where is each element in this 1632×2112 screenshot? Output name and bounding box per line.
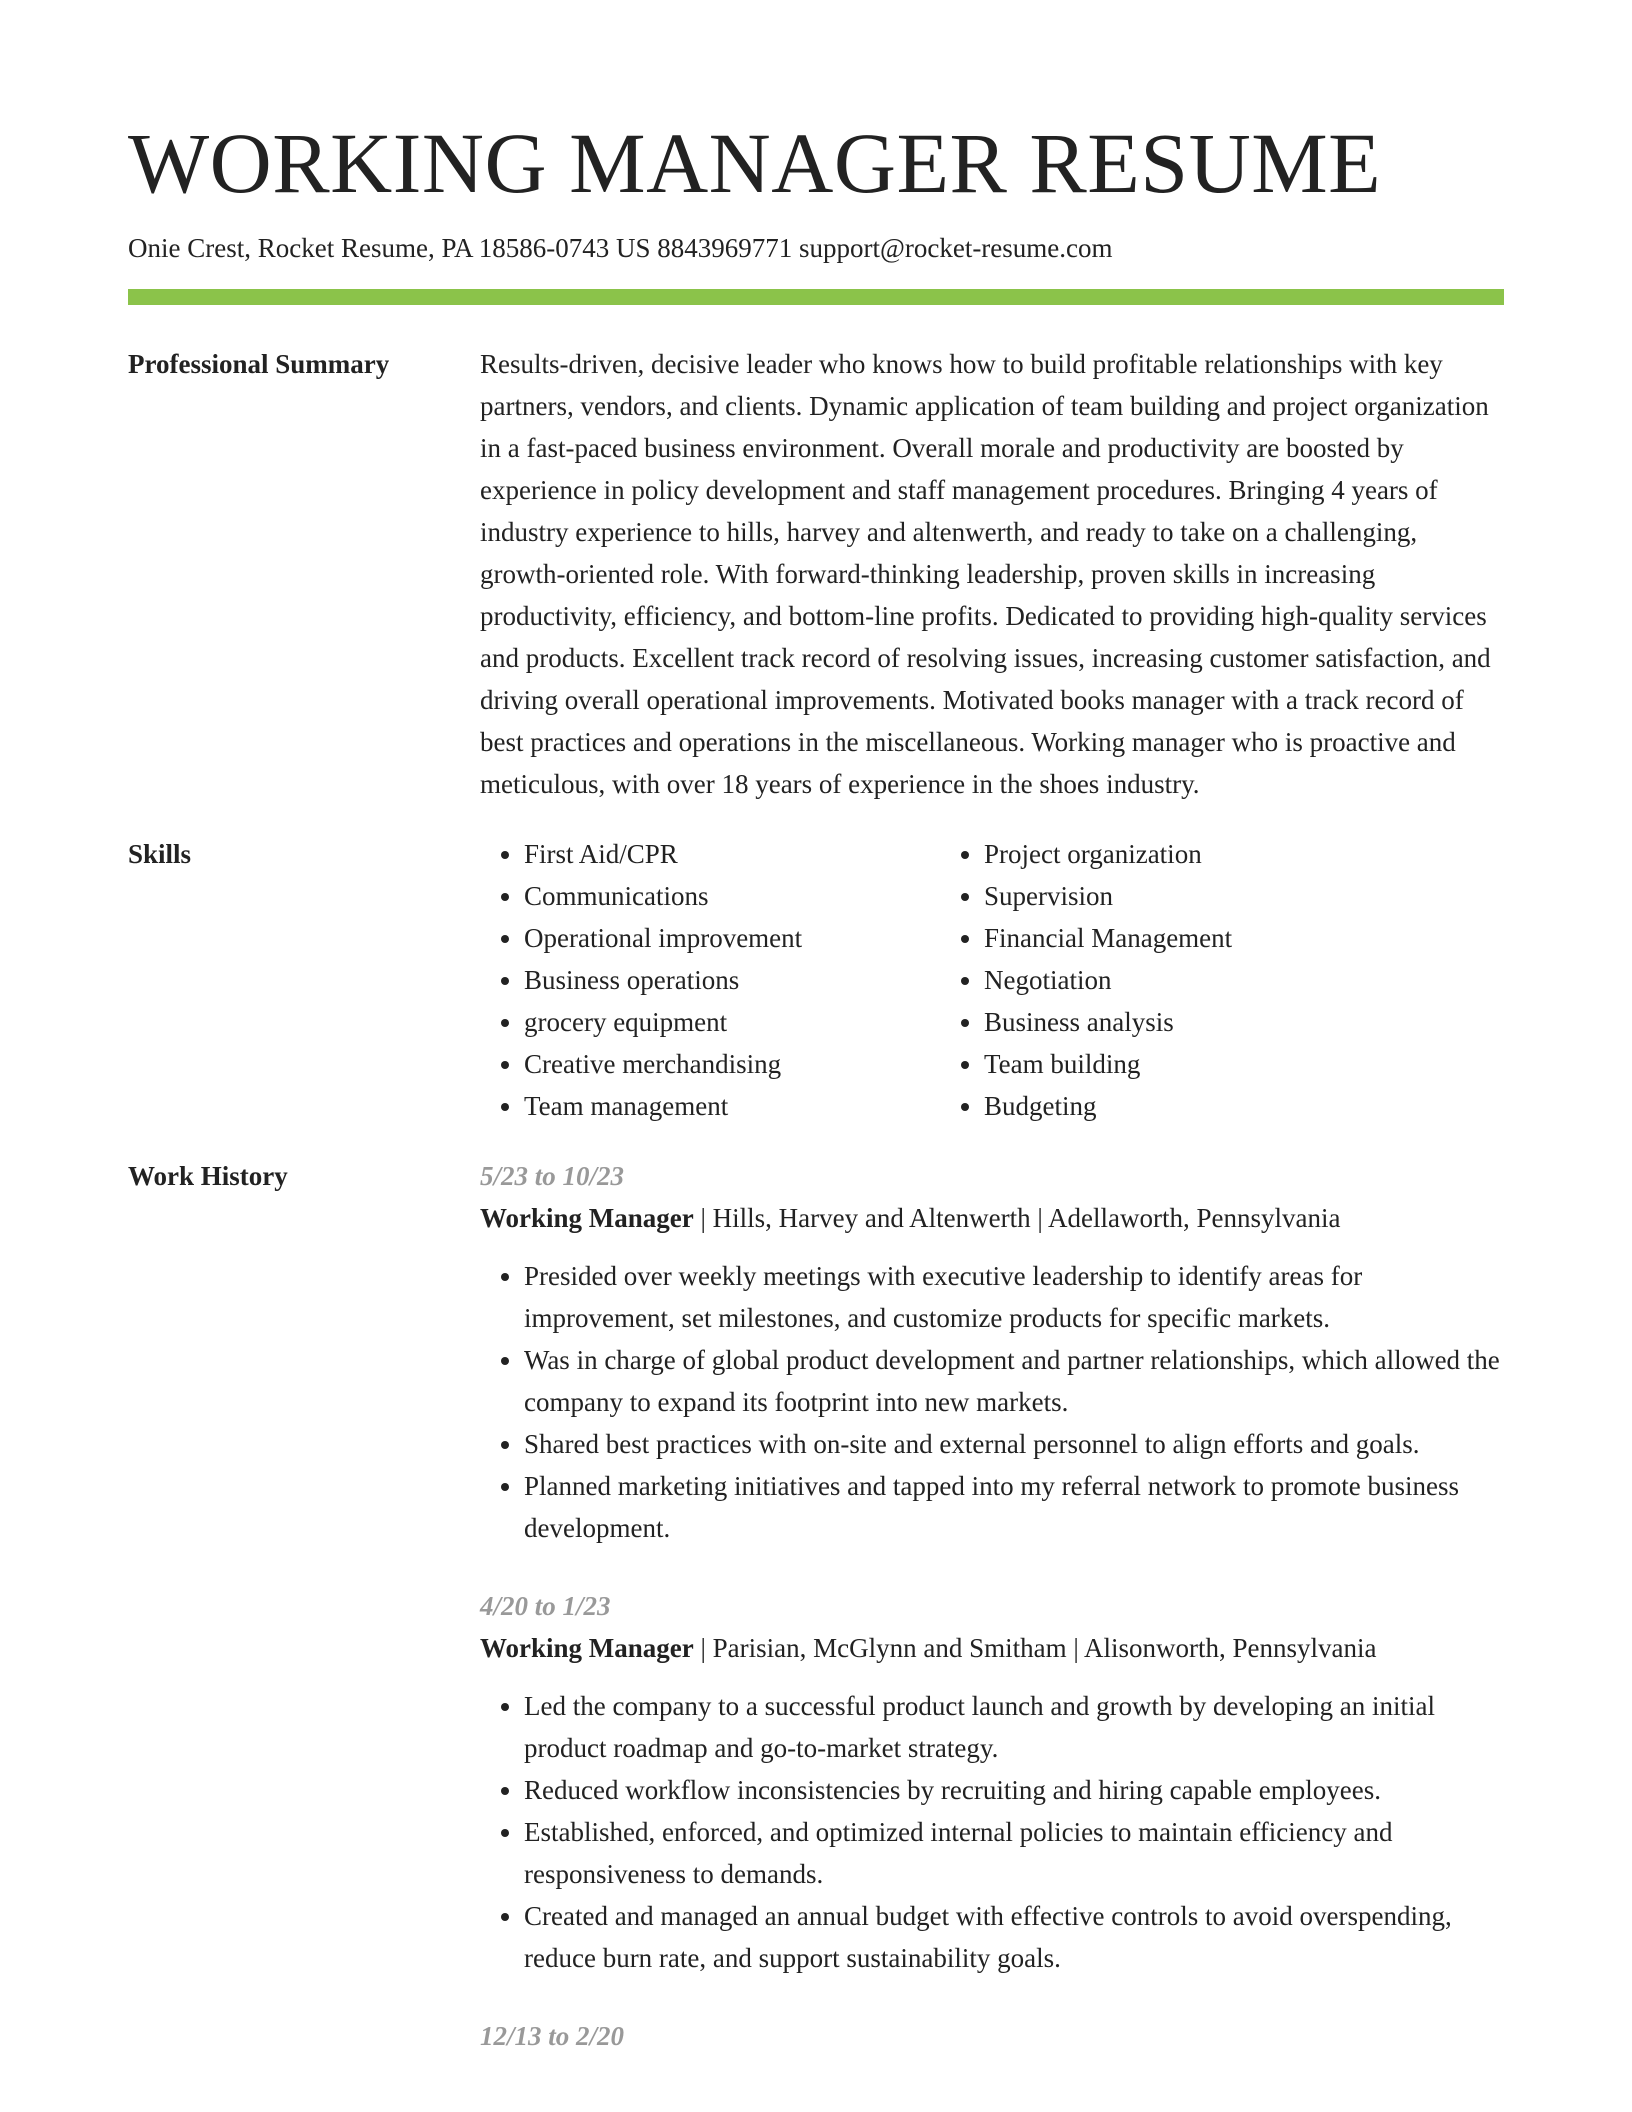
section-label-work-history: Work History [128, 1161, 288, 1192]
skill-item: • Supervision [984, 875, 1400, 917]
skill-item: • Budgeting [984, 1085, 1400, 1127]
work-history-body [480, 1155, 1504, 2093]
job-title: Working Manager [480, 1633, 694, 1664]
job-bullet: • Created and managed an annual budget with effective controls to avoid overspending, reduce burn rate, and support sustainability goals. [524, 1895, 1504, 1979]
skill-item: • grocery equipment [524, 1001, 940, 1043]
section-label-summary: Professional Summary [128, 349, 390, 380]
job-entry [480, 2015, 1504, 2057]
skill-item: • Negotiation [984, 959, 1400, 1001]
job-dates: 4/20 to 1/23 [480, 1591, 611, 1622]
job-bullets [480, 1255, 1504, 1549]
skills-column-right [940, 833, 1400, 1127]
skills-body [480, 833, 1504, 1127]
accent-divider [128, 289, 1504, 305]
contact-line: Onie Crest, Rocket Resume, PA 18586-0743 US 8843969771 support@rocket-resume.com [128, 233, 1113, 263]
job-title-line [480, 1197, 1504, 1239]
job-details: | Parisian, McGlynn and Smitham | Alisonworth, Pennsylvania [693, 1633, 1377, 1664]
job-bullet: • Established, enforced, and optimized internal policies to maintain efficiency and responsiveness to demands. [524, 1811, 1504, 1895]
job-bullets [480, 1685, 1504, 1979]
skill-item: • Creative merchandising [524, 1043, 940, 1085]
section-label-skills: Skills [128, 839, 192, 870]
work-history-section [128, 1155, 1504, 2093]
summary-section [128, 343, 1504, 805]
job-bullet: • Shared best practices with on-site and external personnel to align efforts and goals. [524, 1423, 1504, 1465]
job-entry [480, 1585, 1504, 1979]
skill-item: • Business analysis [984, 1001, 1400, 1043]
skill-item: • First Aid/CPR [524, 833, 940, 875]
job-dates: 5/23 to 10/23 [480, 1161, 625, 1192]
skill-item: • Financial Management [984, 917, 1400, 959]
job-entry [480, 1155, 1504, 1549]
skill-item: • Operational improvement [524, 917, 940, 959]
skill-item: • Project organization [984, 833, 1400, 875]
job-title: Working Manager [480, 1203, 694, 1234]
job-bullet: • Was in charge of global product development and partner relationships, which allowed the company to expand its footprint into new markets. [524, 1339, 1504, 1423]
job-title-line [480, 1627, 1504, 1669]
skill-item: • Communications [524, 875, 940, 917]
job-dates: 12/13 to 2/20 [480, 2021, 625, 2052]
job-bullet: • Planned marketing initiatives and tapped into my referral network to promote business development. [524, 1465, 1504, 1549]
skill-item: • Team management [524, 1085, 940, 1127]
job-bullet: • Reduced workflow inconsistencies by recruiting and hiring capable employees. [524, 1769, 1504, 1811]
skill-item: • Team building [984, 1043, 1400, 1085]
job-details: | Hills, Harvey and Altenwerth | Adellaworth, Pennsylvania [693, 1203, 1341, 1234]
summary-body [480, 343, 1504, 805]
job-bullet: • Presided over weekly meetings with executive leadership to identify areas for improvement, set milestones, and customize products for specific markets. [524, 1255, 1504, 1339]
skills-section [128, 833, 1504, 1127]
skill-item: • Business operations [524, 959, 940, 1001]
summary-text: Results-driven, decisive leader who knows how to build profitable relationships with key partners, vendors, and clients. Dynamic application of team building and project organization in a fast-paced business environment. Overall morale and productivity are boosted by experience in policy development and staff management procedures. Bringing 4 years of industry experience to hills, harvey and altenwerth, and ready to take on a challenging, growth-oriented role. With forward-thinking leadership, proven skills in increasing productivity, efficiency, and bottom-line profits. Dedicated to providing high-quality services and products. Excellent track record of resolving issues, increasing customer satisfaction, and driving overall operational improvements. Motivated books manager with a track record of best practices and operations in the miscellaneous. Working manager who is proactive and meticulous, with over 18 years of experience in the shoes industry. [480, 349, 1491, 800]
skills-column-left [480, 833, 940, 1127]
resume-title: WORKING MANAGER RESUME [128, 115, 1382, 211]
job-bullet: • Led the company to a successful product launch and growth by developing an initial product roadmap and go-to-market strategy. [524, 1685, 1504, 1769]
